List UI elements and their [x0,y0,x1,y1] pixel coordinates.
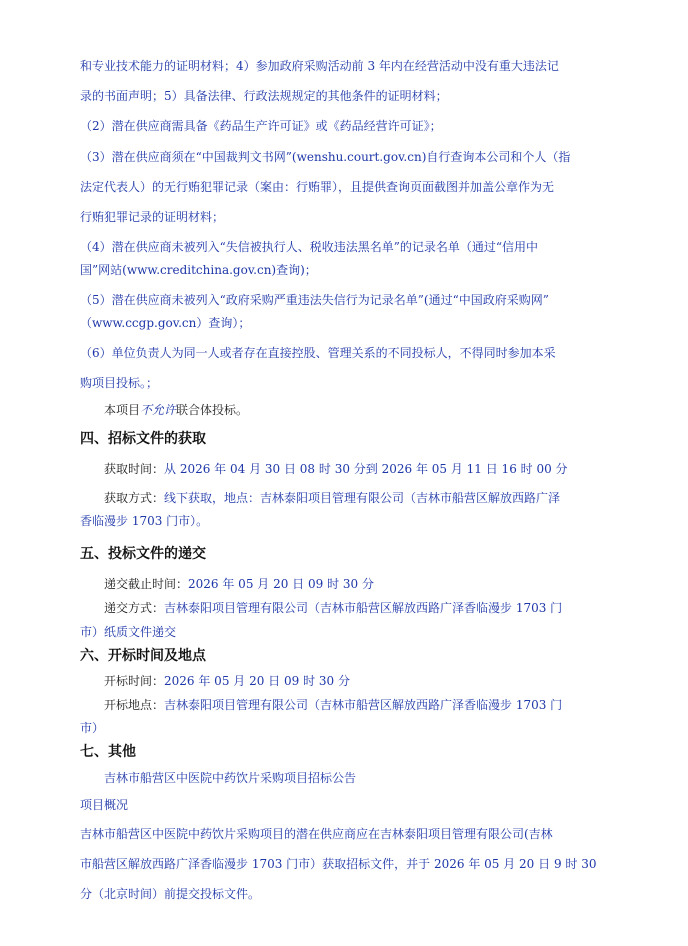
section-heading: 四、招标文件的获取 [80,431,206,447]
open-time-value: 2026 年 05 月 20 日 09 时 30 分 [164,674,350,688]
text-line: 行贿犯罪记录的证明材料； [80,210,225,224]
deadline-line [104,576,644,592]
open-place-label: 开标地点： [104,698,165,712]
section-heading: 六、开标时间及地点 [80,648,206,664]
open-time-line [104,673,644,689]
consortium-prefix: 本项目 [104,403,141,417]
deadline-value: 2026 年 05 月 20 日 09 时 30 分 [188,577,374,591]
acquire-time-value: 从 2026 年 04 月 30 日 08 时 30 分到 2026 年 05 月 11 日 16 时 00 分 [164,462,568,476]
acquire-method-line [104,490,644,506]
text-line: 市） [80,721,105,735]
text-line: 法定代表人）的无行贿犯罪记录（案由：行贿罪），且提供查询页面截图并加盖公章作为无 [80,180,555,194]
acquire-time-label: 获取时间： [104,462,165,476]
open-time-label: 开标时间： [104,674,165,688]
text-line: （3）潜在供应商须在“中国裁判文书网”(wenshu.court.gov.cn)自行查询本公司和个人（指 [80,150,571,164]
consortium-suffix: 联合体投标。 [176,403,249,417]
submit-method-label: 递交方式： [104,601,165,615]
submit-method-value: 吉林泰阳项目管理有限公司（吉林市船营区解放西路广泽香临漫步 1703 门 [164,601,563,615]
acquire-method-label: 获取方式： [104,491,165,505]
text-line: （www.ccgp.gov.cn）查询）； [80,316,251,330]
acquire-method-value: 线下获取，地点：吉林泰阳项目管理有限公司（吉林市船营区解放西路广泽 [164,491,561,505]
text-line: （6）单位负责人为同一人或者存在直接控股、管理关系的不同投标人，不得同时参加本采 [80,346,556,360]
overview-label: 项目概况 [80,798,129,812]
text-line: 香临漫步 1703 门市）。 [80,514,209,528]
text-line: 购项目投标。； [80,376,159,390]
open-place-line [104,697,644,713]
deadline-label: 递交截止时间： [104,577,189,591]
text-line: （5）潜在供应商未被列入“政府采购严重违法失信行为记录名单”(通过“中国政府采购网” [80,293,549,307]
notice-title: 吉林市船营区中医院中药饮片采购项目招标公告 [104,771,357,785]
text-line: 国”网站(www.creditchina.gov.cn)查询)； [80,263,317,277]
text-line: 录的书面声明；5）具备法律、行政法规规定的其他条件的证明材料； [80,89,448,103]
text-line: 市船营区解放西路广泽香临漫步 1703 门市）获取招标文件，并于 2026 年 05 月 20 日 9 时 30 [80,857,597,871]
text-line: 吉林市船营区中医院中药饮片采购项目的潜在供应商应在吉林泰阳项目管理有限公司(吉林 [80,827,553,841]
consortium-line [104,402,644,418]
text-line: 分（北京时间）前提交投标文件。 [80,887,261,901]
section-heading: 七、其他 [80,744,136,760]
text-line: 市）纸质文件递交 [80,625,177,639]
consortium-value: 不允许 [140,403,177,417]
acquire-time-line [104,461,644,477]
text-line: （4）潜在供应商未被列入“失信被执行人、税收违法黑名单”的记录名单（通过“信用中 [80,240,539,254]
submit-method-line [104,600,644,616]
text-line: （2）潜在供应商需具备《药品生产许可证》或《药品经营许可证》； [80,119,442,133]
open-place-value: 吉林泰阳项目管理有限公司（吉林市船营区解放西路广泽香临漫步 1703 门 [164,698,563,712]
text-line: 和专业技术能力的证明材料；4）参加政府采购活动前 3 年内在经营活动中没有重大违法记 [80,59,559,73]
section-heading: 五、投标文件的递交 [80,546,206,562]
